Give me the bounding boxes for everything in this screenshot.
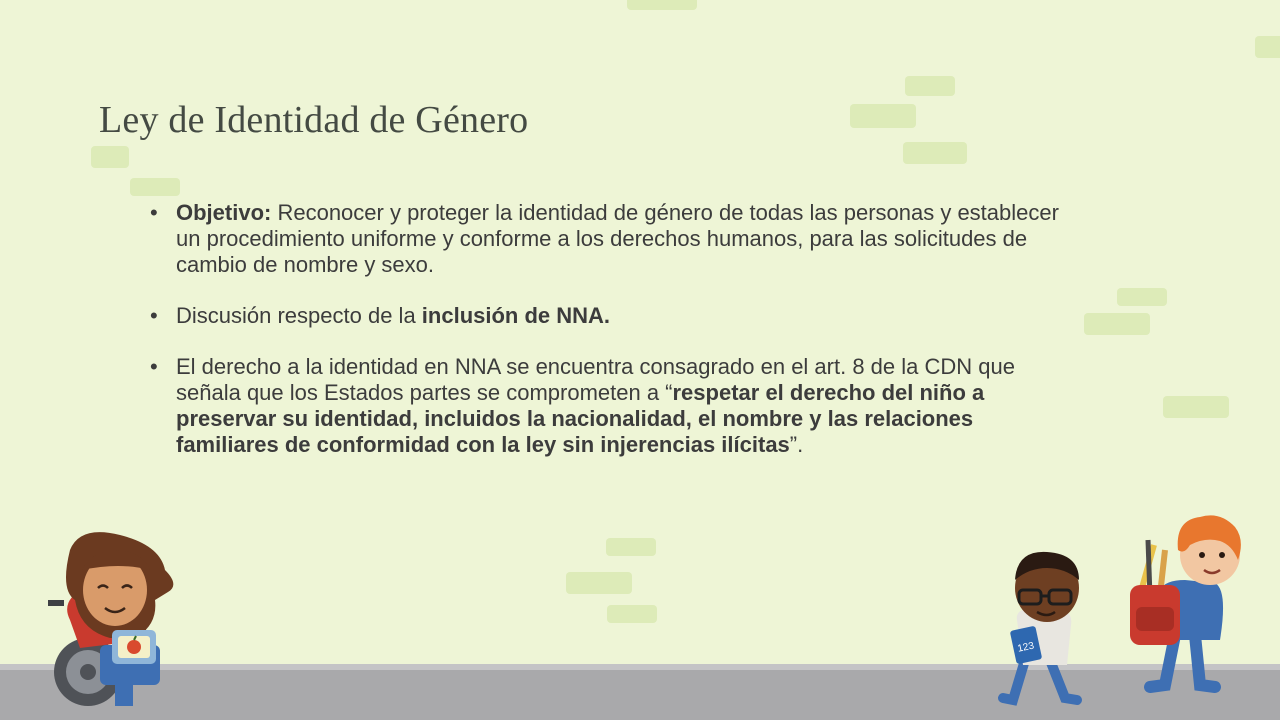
background-brick xyxy=(566,572,632,594)
background-brick xyxy=(91,146,129,168)
child-with-backpack-illustration xyxy=(1120,515,1260,695)
background-brick xyxy=(1163,396,1229,418)
bullet-text: El derecho a la identidad en NNA se encuentra consagrado en el art. 8 de la CDN que señala que los Estados partes se comprometen a “ xyxy=(176,354,1015,405)
background-brick xyxy=(130,178,180,196)
background-brick xyxy=(607,605,657,623)
background-brick xyxy=(905,76,955,96)
boy-with-glasses-illustration xyxy=(995,550,1105,720)
slide-title: Ley de Identidad de Género xyxy=(99,99,529,141)
bullet-text: Discusión respecto de la xyxy=(176,303,422,328)
bullet-label: Objetivo: xyxy=(176,200,272,225)
background-brick xyxy=(1117,288,1167,306)
bullet-end-text: ”. xyxy=(789,432,804,457)
background-brick xyxy=(627,0,697,10)
bullet-marker: • xyxy=(150,200,158,225)
background-brick xyxy=(903,142,967,164)
bullet-bold-text: respetar el derecho del niño a preservar su identidad, incluidos la nacionalidad, el nombre y las relaciones familiares de conformidad con la ley sin injerencias ilícitas xyxy=(176,380,985,457)
bullet-objetivo xyxy=(150,200,1080,278)
background-brick xyxy=(606,538,656,556)
background-brick xyxy=(850,104,916,128)
bullet-discusion xyxy=(150,303,1080,329)
child-wheelchair-illustration xyxy=(40,530,210,720)
bullet-marker: • xyxy=(150,354,158,379)
bullet-marker: • xyxy=(150,303,158,328)
bullet-text: Reconocer y proteger la identidad de género de todas las personas y establecer un procedimiento uniforme y conforme a los derechos humanos, para las solicitudes de cambio de nombre y sexo. xyxy=(176,200,1059,277)
bullet-derecho xyxy=(150,354,1080,458)
background-brick xyxy=(1255,36,1280,58)
svg-text:123: 123 xyxy=(1016,640,1036,655)
bullet-list xyxy=(150,200,1080,483)
bullet-bold-text: inclusión de NNA. xyxy=(421,303,611,328)
background-brick xyxy=(1084,313,1150,335)
